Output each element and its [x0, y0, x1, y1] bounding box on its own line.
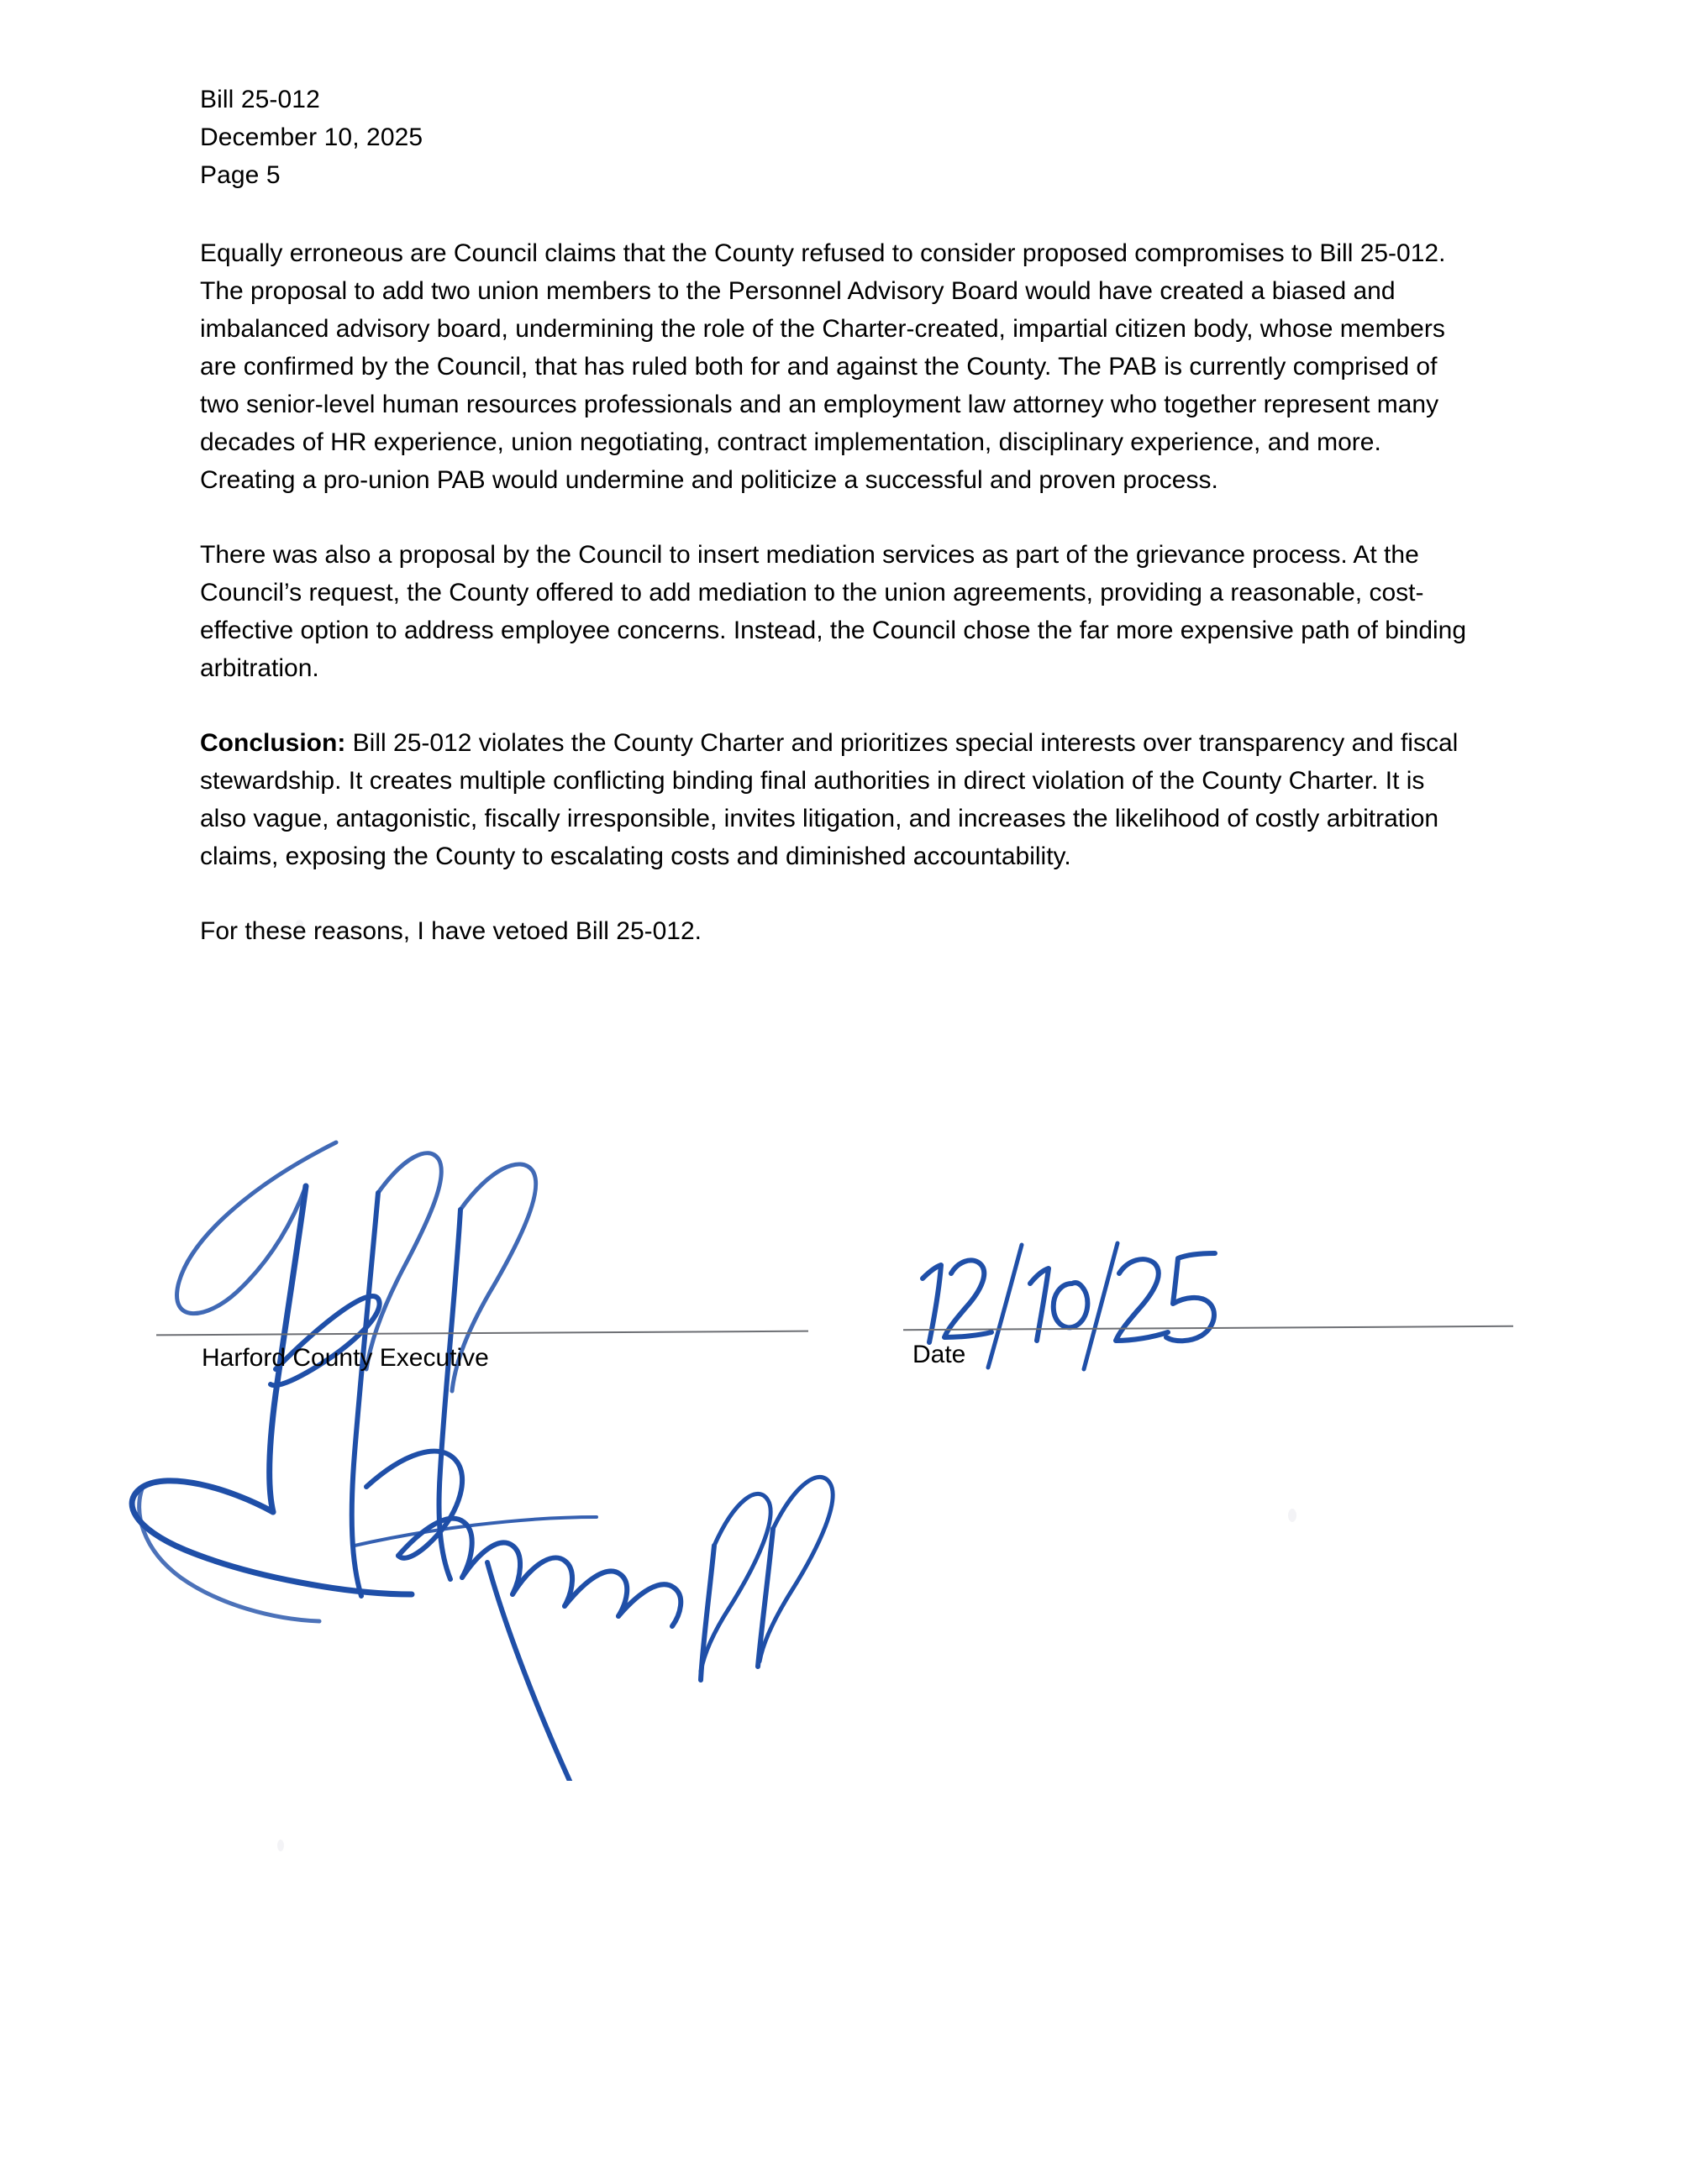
letterhead [200, 81, 1477, 194]
date-caption: Date [912, 1341, 966, 1368]
executive-signature-ink [126, 1092, 882, 1781]
date-handwriting-ink [907, 1226, 1260, 1394]
letterhead-page: Page 5 [200, 161, 281, 189]
letterhead-bill-number: Bill 25-012 [200, 86, 320, 113]
paragraph-mediation: There was also a proposal by the Council to insert mediation services as part of the grievance process. At the Council’s request, the County offered to add mediation to the union agreements, providing a reasonable, cost-effective option to address employee concerns. Instead, the Council chose the far more expensive path of binding arbitration. [200, 541, 1474, 682]
paragraph-compromises: Equally erroneous are Council claims that the County refused to consider proposed compromises to Bill 25-012. The proposal to add two union members to the Personnel Advisory Board would have created a biased and imbalanced advisory board, undermining the role of the Charter-created, impartial citizen body, whose members are confirmed by the Council, that has ruled both for and against the County. The PAB is currently comprised of two senior-level human resources professionals and an employment law attorney who together represent many decades of HR experience, union negotiating, contract implementation, disciplinary experience, and more. Creating a pro-union PAB would undermine and politicize a successful and proven process. [200, 239, 1453, 494]
scan-artifact [1288, 1509, 1296, 1522]
document-body [200, 81, 1477, 950]
conclusion-text: Bill 25-012 violates the County Charter and prioritizes special interests over transparency and fiscal stewardship. It creates multiple conflicting binding final authorities in direct violation of the County Charter. It is also vague, antagonistic, fiscally irresponsible, invites litigation, and increases the likelihood of costly arbitration claims, exposing the County to escalating costs and diminished accountability. [200, 729, 1465, 870]
letterhead-date: December 10, 2025 [200, 123, 423, 151]
paragraph-conclusion [200, 724, 1477, 875]
signature-caption: Harford County Executive [202, 1344, 489, 1372]
scan-artifact [277, 1840, 284, 1851]
paragraph-veto-statement: For these reasons, I have vetoed Bill 25-012. [200, 917, 702, 945]
conclusion-lead-label: Conclusion: [200, 729, 346, 757]
